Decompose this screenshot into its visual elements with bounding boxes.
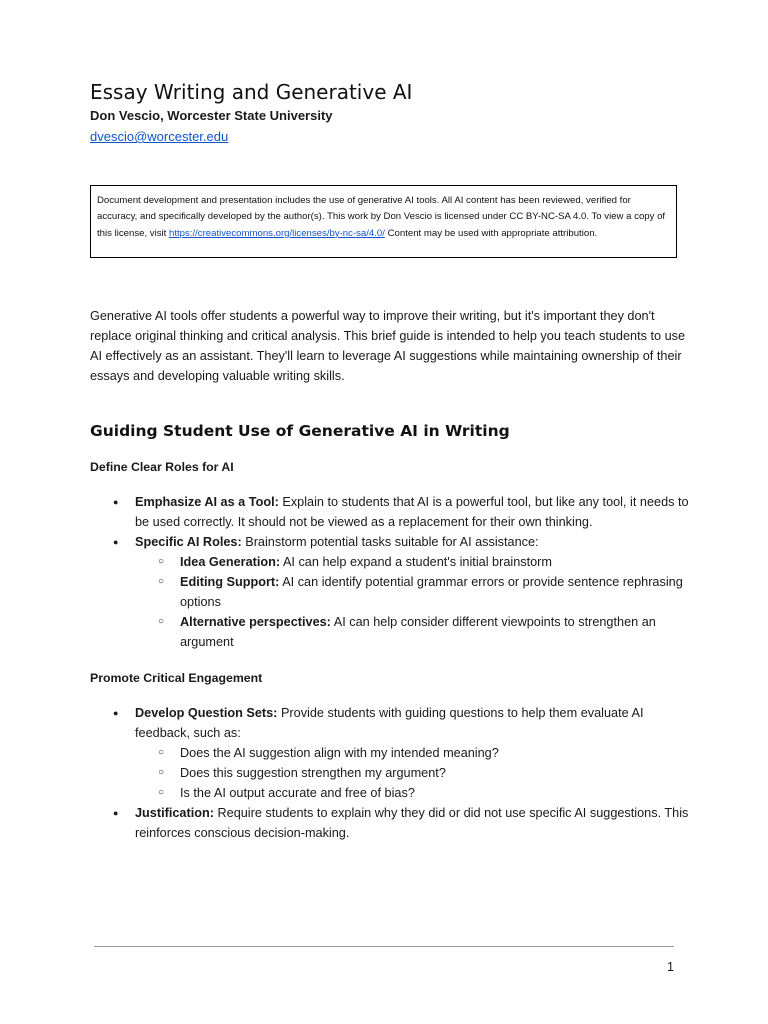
author-email-link[interactable]: dvescio@worcester.edu bbox=[90, 129, 229, 144]
engagement-list bbox=[90, 703, 690, 843]
list-item-lead: Develop Question Sets: bbox=[135, 706, 278, 720]
author-line: Don Vescio, Worcester State University bbox=[90, 108, 333, 123]
subsection-heading-engagement: Promote Critical Engagement bbox=[90, 671, 263, 685]
list-item-lead: Emphasize AI as a Tool: bbox=[135, 495, 279, 509]
list-item-text: Explain to students that AI is a powerful tool, but like any tool, it needs to be used correctly. It should not be viewed as a replacement for their own thinking. bbox=[135, 495, 689, 529]
subsection-heading-roles: Define Clear Roles for AI bbox=[90, 460, 234, 474]
sub-list-item bbox=[90, 763, 690, 783]
sub-list-item bbox=[90, 743, 690, 763]
list-item-text: AI can help consider different viewpoints to strengthen an argument bbox=[180, 615, 656, 649]
list-item-lead: Justification: bbox=[135, 806, 214, 820]
list-item-lead: Idea Generation: bbox=[180, 555, 281, 569]
page-number: 1 bbox=[667, 960, 674, 974]
list-item bbox=[90, 492, 690, 532]
footer-divider bbox=[94, 946, 674, 947]
document-title: Essay Writing and Generative AI bbox=[90, 80, 413, 104]
list-item-lead: Editing Support: bbox=[180, 575, 280, 589]
list-item bbox=[90, 803, 690, 843]
sub-list-item bbox=[90, 783, 690, 803]
list-item-text: Require students to explain why they did or did not use specific AI suggestions. This reinforces conscious decision-making. bbox=[135, 806, 689, 840]
list-item bbox=[90, 532, 690, 552]
list-item-text: AI can help expand a student's initial brainstorm bbox=[280, 555, 552, 569]
list-item-text: Does the AI suggestion align with my intended meaning? bbox=[180, 746, 499, 760]
sub-list-item bbox=[90, 572, 690, 612]
intro-paragraph: Generative AI tools offer students a powerful way to improve their writing, but it's important they don't replace original thinking and critical analysis. This brief guide is intended to help you teach students to use AI effectively as an assistant. They'll learn to leverage AI suggestions while maintaining ownership of their essays and developing valuable writing skills. bbox=[90, 309, 686, 383]
list-item-text: AI can identify potential grammar errors or provide sentence rephrasing options bbox=[180, 575, 683, 609]
list-item-lead: Specific AI Roles: bbox=[135, 535, 242, 549]
section-heading: Guiding Student Use of Generative AI in Writing bbox=[90, 422, 510, 440]
license-notice-box bbox=[90, 185, 677, 258]
sub-list-item bbox=[90, 552, 690, 572]
list-item bbox=[90, 703, 690, 743]
list-item-text: Brainstorm potential tasks suitable for AI assistance: bbox=[241, 535, 539, 549]
list-item-text: Provide students with guiding questions to help them evaluate AI feedback, such as: bbox=[135, 706, 644, 740]
roles-list bbox=[90, 492, 690, 652]
list-item-text: Does this suggestion strengthen my argument? bbox=[180, 766, 446, 780]
license-notice-text: Document development and presentation includes the use of generative AI tools. All AI content has been reviewed, verified for accuracy, and specifically developed by the author(s). This work by Don Vescio is licensed under CC BY-NC-SA 4.0. To view a copy of this license, visit bbox=[97, 195, 666, 239]
list-item-lead: Alternative perspectives: bbox=[180, 615, 331, 629]
sub-list-item bbox=[90, 612, 690, 652]
license-link[interactable]: https://creativecommons.org/licenses/by-nc-sa/4.0/ bbox=[168, 227, 385, 239]
list-item-text: Is the AI output accurate and free of bias? bbox=[180, 786, 415, 800]
license-notice-text-end: Content may be used with appropriate attribution. bbox=[384, 227, 598, 239]
